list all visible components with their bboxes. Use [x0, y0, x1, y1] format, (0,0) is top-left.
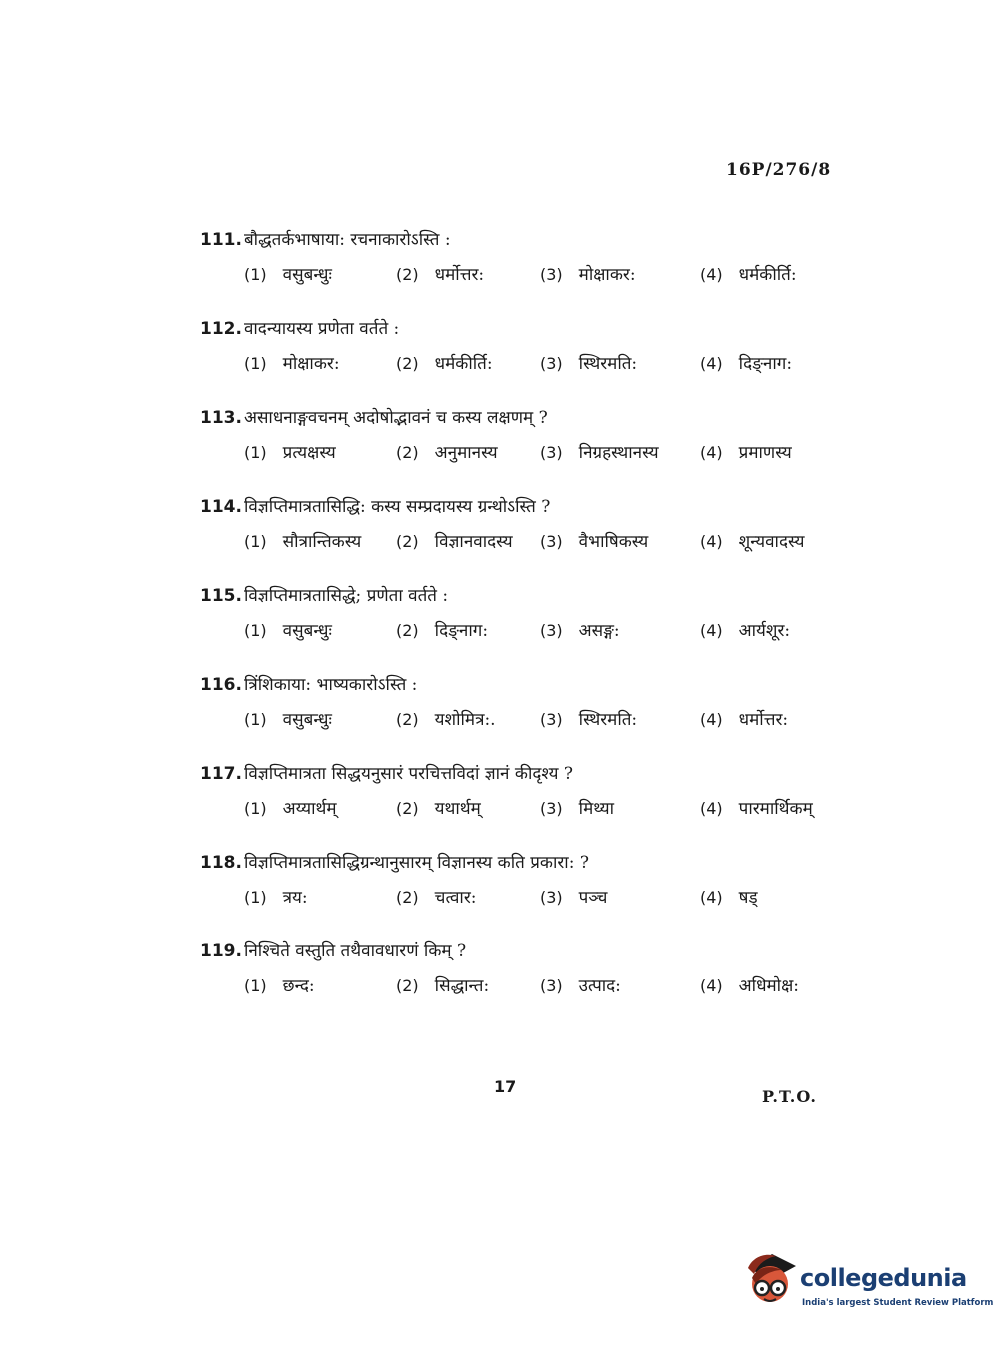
- option-3: (3) निग्रहस्थानस्य: [540, 443, 659, 463]
- options: [200, 262, 840, 292]
- pto-label: P.T.O.: [762, 1087, 817, 1106]
- option-4: (4) षड्: [700, 888, 758, 908]
- options: [200, 351, 840, 381]
- option-4: (4) पारमार्थिकम्: [700, 799, 813, 819]
- question-text: त्रिंशिकाया: भाष्यकारोऽस्ति :: [243, 675, 418, 695]
- option-2: (2) अनुमानस्य: [396, 443, 498, 463]
- question-number: 117.: [200, 764, 242, 784]
- option-1: (1) छन्द:: [244, 976, 315, 996]
- options: [200, 618, 840, 648]
- question-number: 111.: [200, 230, 242, 250]
- question-number: 112.: [200, 319, 242, 339]
- question-text: असाधनाङ्गवचनम् अदोषोद्भावनं च कस्य लक्षणम् ?: [243, 408, 548, 428]
- question-number: 119.: [200, 941, 242, 961]
- option-1: (1) वसुबन्धुः: [244, 265, 332, 285]
- option-3: (3) असङ्ग:: [540, 621, 620, 641]
- mascot-icon: [742, 1248, 800, 1310]
- option-2: (2) धर्मोत्तर:: [396, 265, 485, 285]
- question-stem: [200, 849, 840, 877]
- options: [200, 973, 840, 1003]
- option-4: (4) दिङ्नाग:: [700, 354, 793, 374]
- watermark-logo: [742, 1248, 994, 1318]
- option-4: (4) अधिमोक्ष:: [700, 976, 800, 996]
- option-2: (2) दिङ्नाग:: [396, 621, 489, 641]
- options: [200, 885, 840, 915]
- question-112: [200, 315, 840, 381]
- options: [200, 529, 840, 559]
- question-116: [200, 671, 840, 737]
- option-4: (4) धर्मोत्तर:: [700, 710, 789, 730]
- question-number: 113.: [200, 408, 242, 428]
- question-stem: [200, 937, 840, 965]
- question-number: 115.: [200, 586, 242, 606]
- question-111: [200, 226, 840, 292]
- option-1: (1) सौत्रान्तिकस्य: [244, 532, 362, 552]
- option-4: (4) प्रमाणस्य: [700, 443, 792, 463]
- option-3: (3) मिथ्या: [540, 799, 615, 819]
- question-119: [200, 937, 840, 1003]
- option-1: (1) त्रय:: [244, 888, 308, 908]
- option-1: (1) अय्यार्थम्: [244, 799, 337, 819]
- question-number: 118.: [200, 853, 242, 873]
- question-text: वादन्यायस्य प्रणेता वर्तते :: [243, 319, 400, 339]
- option-1: (1) मोक्षाकर:: [244, 354, 340, 374]
- question-text: विज्ञप्तिमात्रतासिद्धि: कस्य सम्प्रदायस्य ग्रन्थोऽस्ति ?: [243, 497, 551, 517]
- option-2: (2) यशोमित्र:.: [396, 710, 496, 730]
- option-2: (2) यथार्थम्: [396, 799, 481, 819]
- option-1: (1) प्रत्यक्षस्य: [244, 443, 336, 463]
- question-114: [200, 493, 840, 559]
- question-text: विज्ञप्तिमात्रता सिद्धयनुसारं परचित्तविदां ज्ञानं कीदृश्य ?: [243, 764, 573, 784]
- question-text: विज्ञप्तिमात्रतासिद्धिग्रन्थानुसारम् विज्ञानस्य कति प्रकारा: ?: [243, 853, 589, 873]
- question-stem: [200, 404, 840, 432]
- question-115: [200, 582, 840, 648]
- question-stem: [200, 493, 840, 521]
- option-3: (3) वैभाषिकस्य: [540, 532, 649, 552]
- option-3: (3) पञ्च: [540, 888, 608, 908]
- question-number: 114.: [200, 497, 242, 517]
- watermark-name: collegedunia: [800, 1264, 967, 1292]
- page-code: 16P/276/8: [726, 160, 832, 180]
- option-3: (3) मोक्षाकर:: [540, 265, 636, 285]
- question-stem: [200, 671, 840, 699]
- option-2: (2) चत्वार:: [396, 888, 477, 908]
- question-text: विज्ञप्तिमात्रतासिद्धे; प्रणेता वर्तते :: [243, 586, 449, 606]
- option-2: (2) सिद्धान्त:: [396, 976, 490, 996]
- option-2: (2) विज्ञानवादस्य: [396, 532, 513, 552]
- question-stem: [200, 315, 840, 343]
- question-117: [200, 760, 840, 826]
- options: [200, 796, 840, 826]
- page-number: 17: [494, 1077, 517, 1096]
- question-113: [200, 404, 840, 470]
- option-4: (4) शून्यवादस्य: [700, 532, 805, 552]
- option-1: (1) वसुबन्धुः: [244, 621, 332, 641]
- option-4: (4) आर्यशूर:: [700, 621, 791, 641]
- option-2: (2) धर्मकीर्ति:: [396, 354, 493, 374]
- question-number: 116.: [200, 675, 242, 695]
- watermark-tagline: India's largest Student Review Platform: [802, 1298, 994, 1308]
- question-text: बौद्धतर्कभाषाया: रचनाकारोऽस्ति :: [243, 230, 451, 250]
- question-118: [200, 849, 840, 915]
- question-stem: [200, 760, 840, 788]
- option-3: (3) उत्पाद:: [540, 976, 621, 996]
- option-3: (3) स्थिरमति:: [540, 354, 638, 374]
- option-1: (1) वसुबन्धुः: [244, 710, 332, 730]
- question-text: निश्चिते वस्तुति तथैवावधारणं किम् ?: [243, 941, 467, 961]
- options: [200, 707, 840, 737]
- question-stem: [200, 226, 840, 254]
- option-4: (4) धर्मकीर्ति:: [700, 265, 797, 285]
- question-stem: [200, 582, 840, 610]
- option-3: (3) स्थिरमति:: [540, 710, 638, 730]
- options: [200, 440, 840, 470]
